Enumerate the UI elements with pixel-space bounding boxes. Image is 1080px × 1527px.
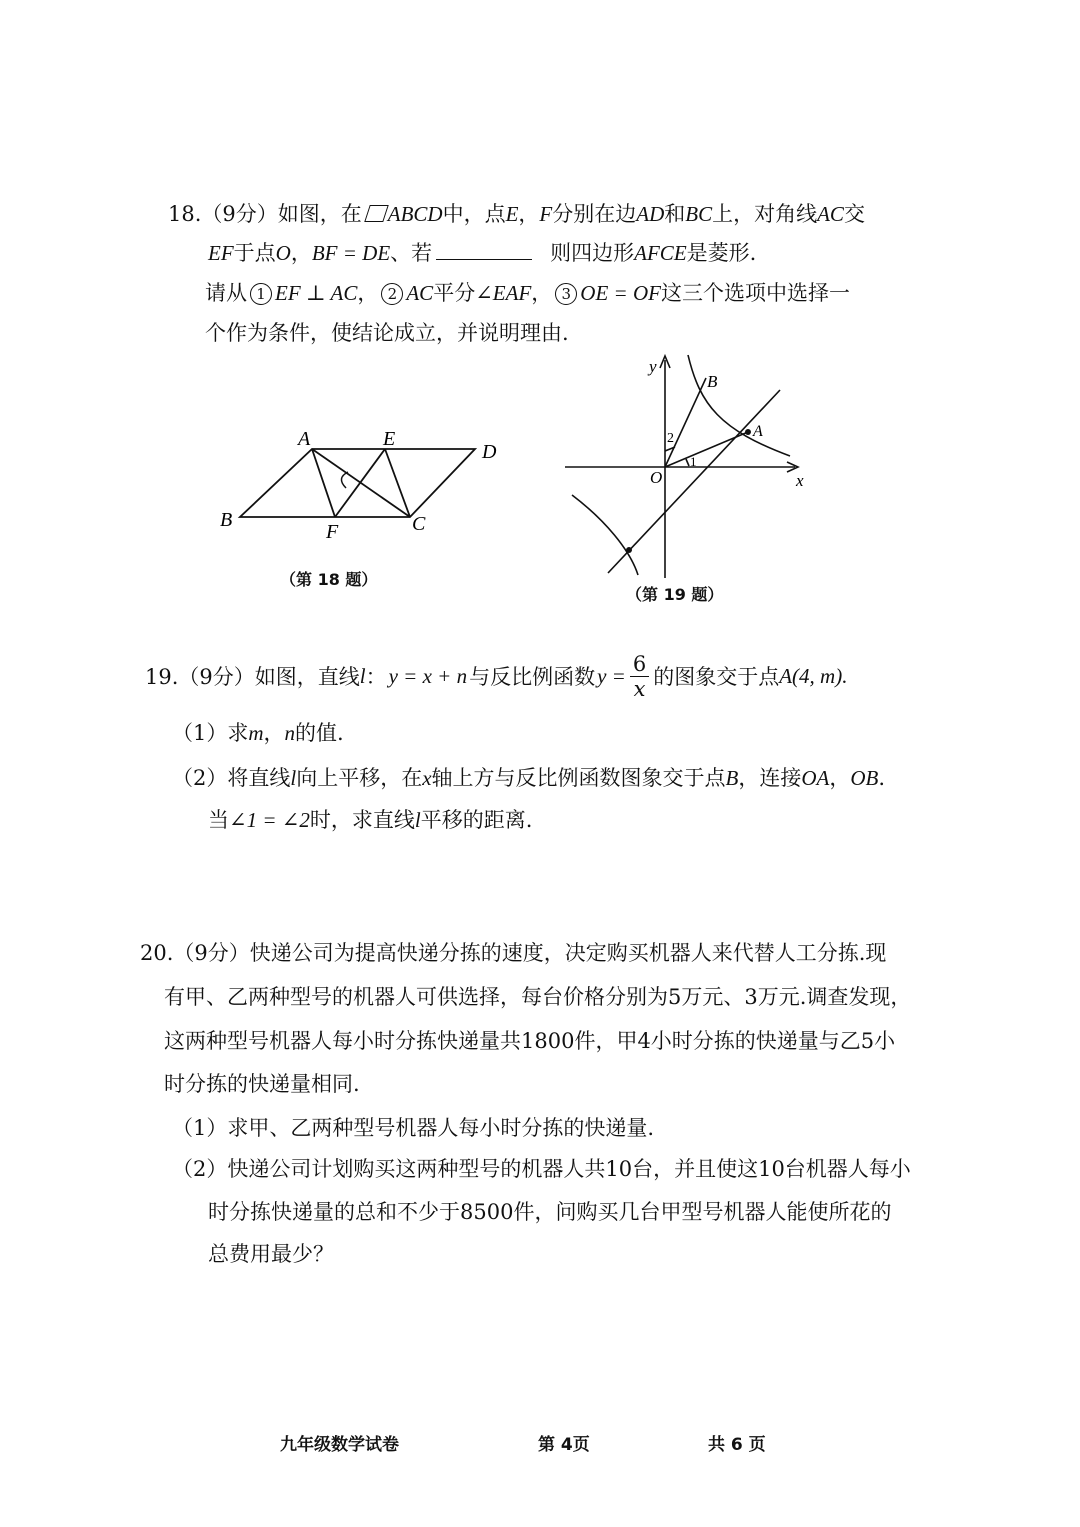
q20-line-2: 有甲、乙两种型号的机器人可供选择，每台价格分别为5万元、3万元.调查发现， (164, 985, 912, 1009)
label-b: B (220, 509, 233, 531)
label-a: A (298, 428, 311, 450)
segment-af (312, 449, 335, 517)
q19-part-1: （1）求m，n的值. (172, 721, 344, 745)
label-a: A (753, 423, 763, 440)
line-l (608, 390, 780, 573)
q18-line-1: 18.（9分）如图，在 ABCD中，点E，F分别在边AD和BC上，对角线AC交 (168, 202, 865, 226)
origin-label: O (650, 468, 663, 487)
label-d: D (482, 441, 497, 463)
label-e: E (383, 428, 396, 450)
figure-18-parallelogram (200, 420, 530, 550)
hyperbola-branch-2 (572, 495, 638, 575)
segment-ob (665, 378, 706, 467)
label-f: F (326, 521, 339, 543)
parallelogram-icon (364, 205, 389, 222)
q20-line-4: 时分拣的快递量相同. (164, 1072, 360, 1096)
figure-19-graph (560, 350, 820, 578)
q18-line-2: EF于点O，BF = DE、若 则四边形AFCE是菱形. (208, 241, 757, 265)
q20-part-2-cont-1: 时分拣快递量的总和不少于8500件，问购买几台甲型号机器人能使所花的 (208, 1200, 892, 1224)
segment-oa (665, 432, 748, 467)
q20-part-2-cont-2: 总费用最少？ (208, 1242, 334, 1266)
label-c: C (412, 513, 426, 535)
option-2-marker: 2 (381, 283, 403, 305)
footer-exam-title: 九年级数学试卷 (280, 1435, 399, 1455)
q19-part-2-cont: 当∠1 = ∠2时，求直线l平移的距离. (208, 808, 533, 832)
option-3-marker: 3 (555, 283, 577, 305)
footer-page-number: 第 4页 (538, 1435, 590, 1455)
angle-1-label: 1 (690, 454, 697, 469)
parallelogram-abcd (240, 449, 475, 517)
q18-line-3: 请从 1 EF ⊥ AC， 2 AC平分∠EAF， 3 OE = OF这三个选项中选择一 (205, 281, 850, 305)
q18-line-4: 个作为条件，使结论成立，并说明理由. (205, 321, 569, 345)
angle-1-mark (686, 459, 689, 466)
q19-part-2: （2）将直线l向上平移，在x轴上方与反比例函数图象交于点B，连接OA，OB. (172, 766, 886, 790)
q20-part-1: （1）求甲、乙两种型号机器人每小时分拣的快递量. (172, 1116, 655, 1140)
segment-ec (385, 449, 410, 517)
point-a-dot (745, 429, 751, 435)
axis-label-y: y (649, 357, 657, 376)
answer-blank (436, 239, 532, 260)
label-b: B (707, 372, 718, 391)
figure-19-caption: （第 19 题） (626, 585, 724, 604)
fraction-6-over-x: $\frac{6}{x}$ (630, 652, 649, 701)
hyperbola-branch-1 (688, 355, 790, 456)
axis-label-x: x (796, 471, 804, 490)
point-o-mark (341, 472, 348, 488)
q20-line-3: 这两种型号机器人每小时分拣快递量共1800件，甲4小时分拣的快递量与乙5小 (164, 1029, 896, 1053)
footer-page-total: 共 6 页 (708, 1435, 766, 1455)
q19-line-1: 19.（9分）如图，直线 l ： y = x + n 与反比例函数 y = $\frac{6}{x}$ 的图象交于点 A(4, m). (145, 651, 848, 701)
angle-2-label: 2 (667, 431, 674, 446)
intersection-dot (626, 547, 632, 553)
option-1-marker: 1 (250, 283, 272, 305)
q20-line-1: 20.（9分）快递公司为提高快递分拣的速度，决定购买机器人来代替人工分拣.现 (140, 941, 887, 965)
figure-18-caption: （第 18 题） (280, 570, 378, 589)
q20-part-2: （2）快递公司计划购买这两种型号的机器人共10台，并且使这10台机器人每小 (172, 1157, 911, 1181)
